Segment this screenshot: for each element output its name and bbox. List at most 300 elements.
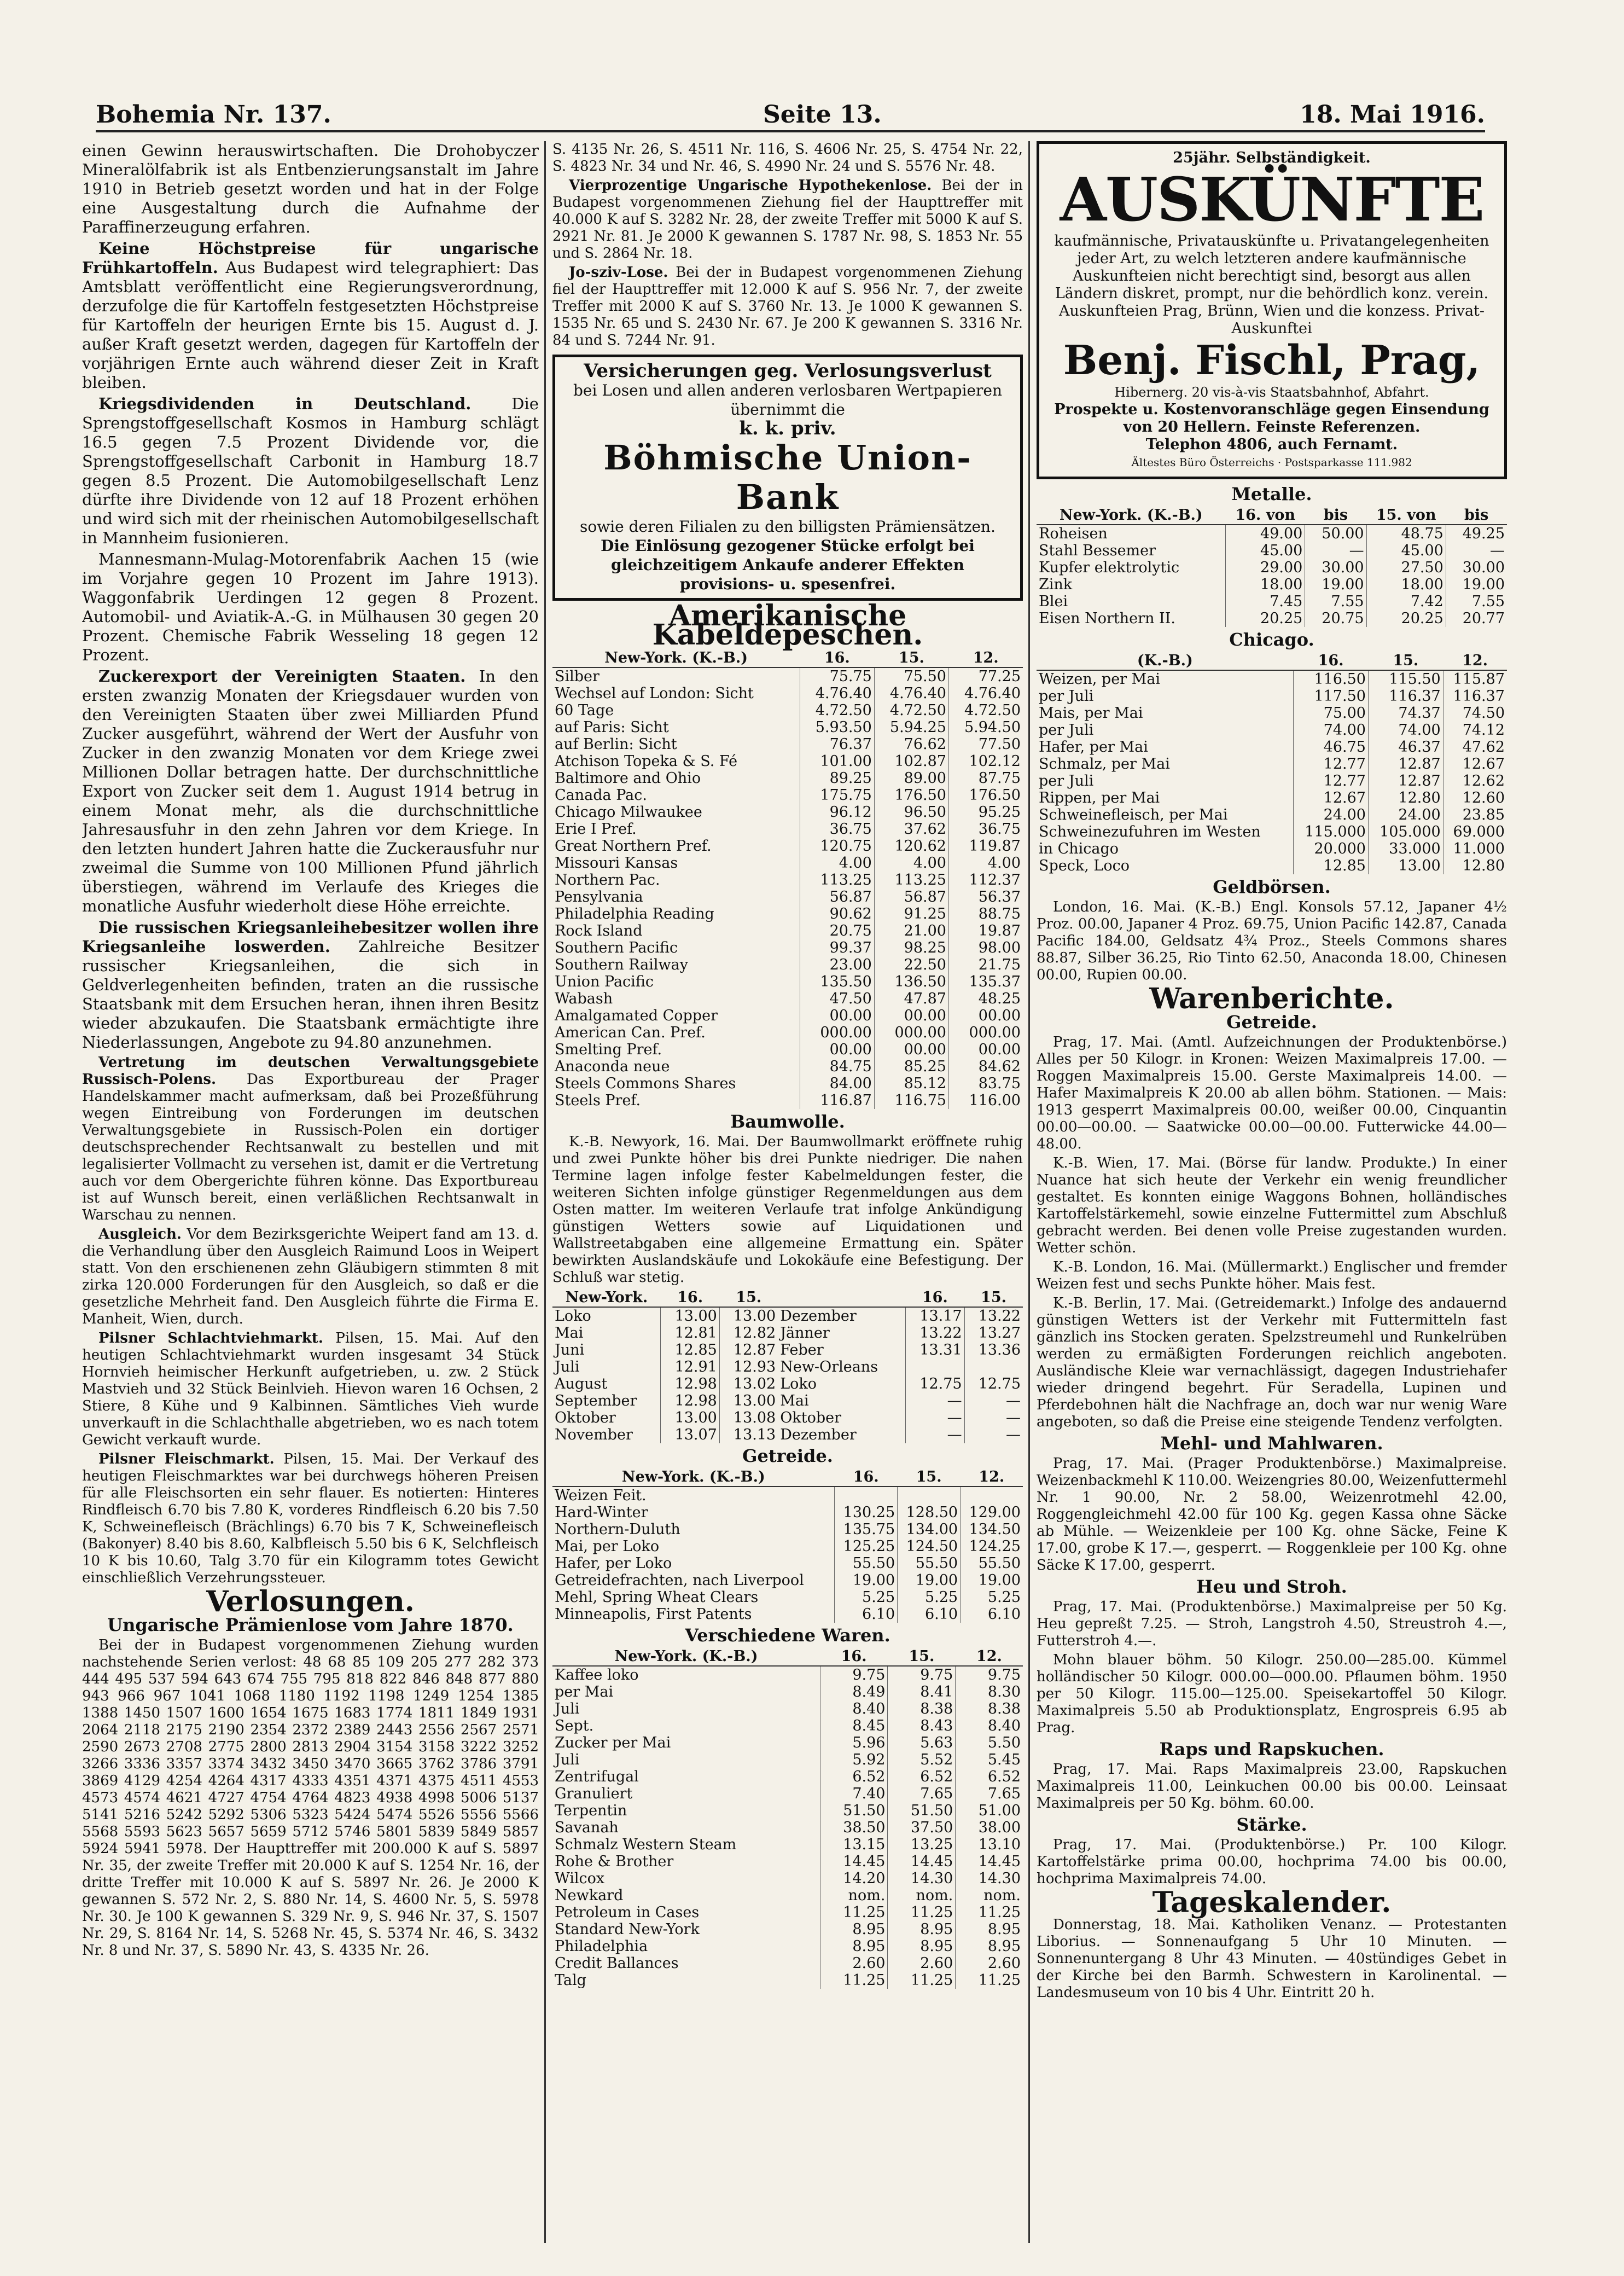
- table-cell: 20.25: [1226, 610, 1305, 627]
- bank-advertisement: [552, 355, 1023, 601]
- table-row: [552, 1606, 1023, 1623]
- table-row: [552, 1870, 1023, 1887]
- table-cell: 55.50: [898, 1555, 961, 1572]
- paragraph: Pilsen, 15. Mai. Der Verkauf des heutigen Fleischmarktes war bei durchwegs höheren Preisen für alle Fleischsorten ein sehr flauer. Es notierten: Hinteres Rindfleisch 6.70 bis 7.80 K, vorderes Rindfleisch 6.20 bis 7.50 K, Schweinefleisch (Brächlings) 6.70 bis 7 K, Schweinefleisch (Bakonyer) 8.40 bis 8.60, Kalbfleisch 5.50 bis 6 K, Selchfleisch 10 K bis 10.60, Talg 3.70 für ein Kilogramm totes Gewicht einschließlich Verzehrungssteuer.: [82, 1451, 539, 1586]
- table-cell: 98.00: [948, 939, 1023, 956]
- table-cell: Schmalz Western Steam: [555, 1836, 737, 1853]
- paragraph: Bei der in Budapest vorgenommenen Ziehung fiel der Haupttreffer mit 40.000 K auf S. 3282 Nr. 28, der zweite Treffer mit 5000 K auf S. 2921 Nr. 81. Je 2000 K gewannen S. 1787 Nr. 98, S. 1853 Nr. 55 und S. 2864 Nr. 18.: [552, 177, 1023, 262]
- table-cell: 134.50: [961, 1521, 1023, 1538]
- table-cell: nom.: [888, 1887, 956, 1904]
- table-header-cell: 15.: [1368, 652, 1443, 670]
- table-cell: 12.85: [661, 1342, 719, 1358]
- baumwolle-table: [552, 1288, 1023, 1443]
- table-cell: 6.52: [956, 1768, 1023, 1785]
- table-row: [552, 787, 1023, 804]
- table-cell: 8.95: [956, 1938, 1023, 1955]
- table-cell: 46.37: [1368, 739, 1443, 756]
- table-row: [552, 956, 1023, 973]
- table-cell: Wilcox: [555, 1870, 605, 1887]
- paragraph: Prag, 17. Mai. (Amtl. Aufzeichnungen der Produktenbörse.) Alles per 50 Kilogr. in Kronen: Weizen Maximalpreis 17.00. — Roggen Maximalpreis 15.00. Gerste Maximalpreis 14.00. — Hafer Maximalpreis K 20.00 ab allen böhm. Stationen. — Mais: 1913 gesperrt Maximalpreis 00.00, weißer 00.00, Cinquantin 00.00—00.00. — Saatwicke 00.00—00.00. Futterwicke 44.00—48.00.: [1037, 1034, 1507, 1152]
- table-cell: 85.12: [874, 1075, 948, 1092]
- table-cell: 5.25: [835, 1589, 898, 1606]
- table-cell: 47.50: [800, 990, 874, 1007]
- table-header-cell: 16.: [661, 1288, 719, 1307]
- table-cell: Schweinefleisch, per Mai: [1039, 806, 1228, 823]
- table-cell: 5.94.25: [874, 719, 948, 736]
- table-cell: 7.65: [888, 1785, 956, 1802]
- table-cell: 77.50: [948, 736, 1023, 753]
- table-cell: Mais, per Mai: [1039, 705, 1143, 722]
- table-cell: 24.00: [1368, 806, 1443, 823]
- table-cell: 13.27: [964, 1325, 1023, 1342]
- table-cell: 4.72.50: [800, 702, 874, 719]
- table-cell: 12.75: [964, 1375, 1023, 1392]
- table-cell: 7.65: [956, 1785, 1023, 1802]
- table-cell: Standard New-York: [555, 1921, 700, 1938]
- table-header-cell: 15.: [719, 1288, 778, 1307]
- header-center: Seite 13.: [763, 101, 882, 129]
- table-header-cell: 12.: [1443, 652, 1507, 670]
- table-cell: 12.87: [1368, 773, 1443, 789]
- table-cell: 130.25: [835, 1504, 898, 1521]
- table-cell: 129.00: [961, 1504, 1023, 1521]
- table-cell: Loko: [780, 1375, 817, 1392]
- table-cell: 47.62: [1443, 739, 1507, 756]
- table-cell: 6.10: [961, 1606, 1023, 1623]
- table-cell: 7.55: [1446, 593, 1507, 610]
- table-cell: Steels Pref.: [555, 1092, 641, 1109]
- headline: Jo-sziv-Lose.: [569, 264, 668, 281]
- table-cell: [906, 1358, 964, 1375]
- table-cell: Feber: [780, 1342, 824, 1358]
- table-cell: 13.00: [719, 1392, 778, 1409]
- table-cell: Wechsel auf London: Sicht: [555, 685, 754, 702]
- table-cell: 51.50: [820, 1802, 888, 1819]
- table-cell: 74.50: [1443, 705, 1507, 722]
- table-cell: 20.25: [1366, 610, 1446, 627]
- table-cell: 47.87: [874, 990, 948, 1007]
- table-cell: 88.75: [948, 905, 1023, 922]
- table-cell: Juli: [555, 1358, 580, 1375]
- table-cell: Kupfer elektrolytic: [1039, 559, 1180, 576]
- table-cell: 12.82: [719, 1325, 778, 1342]
- table-cell: 134.00: [898, 1521, 961, 1538]
- table-header-cell: 16.: [820, 1647, 888, 1666]
- table-header-cell: 15.: [964, 1288, 1023, 1307]
- table-row: [552, 939, 1023, 956]
- table-row: [552, 821, 1023, 838]
- table-cell: 21.00: [874, 922, 948, 939]
- table-row: [552, 1717, 1023, 1734]
- table-cell: [961, 1487, 1023, 1504]
- table-row: [552, 889, 1023, 905]
- section-title: Warenberichte.: [1149, 982, 1394, 1015]
- table-cell: Pensylvania: [555, 889, 643, 905]
- table-cell: 115.50: [1368, 670, 1443, 688]
- table-cell: 116.75: [874, 1092, 948, 1109]
- table-header-cell: 12.: [956, 1647, 1023, 1666]
- table-cell: 8.40: [820, 1700, 888, 1717]
- table-cell: Silber: [555, 668, 599, 685]
- table-row: [552, 753, 1023, 770]
- table-cell: 45.00: [1226, 542, 1305, 559]
- table-cell: Southern Pacific: [555, 939, 678, 956]
- table-row: [552, 719, 1023, 736]
- table-cell: Getreidefrachten, nach Liverpool: [555, 1572, 804, 1589]
- table-cell: Northern-Duluth: [555, 1521, 680, 1538]
- table-cell: 48.75: [1366, 525, 1446, 542]
- table-cell: 23.85: [1443, 806, 1507, 823]
- table-row: [1037, 670, 1507, 688]
- table-cell: 12.98: [661, 1392, 719, 1409]
- headline: Keine Höchstpreise für ungarische Frühkartoffeln.: [82, 239, 539, 277]
- paragraph: Vor dem Bezirksgerichte Weipert fand am 13. d. die Verhandlung über den Ausgleich Raimund Loos in Weipert statt. Von den erschienenen zehn Gläubigern stimmten 8 mit zirka 120.000 Forderungen für den Ausgleich, so daß er die gesetzliche Mehrheit fand. Den Ausgleich führte die Firma E. Manheit, Wien, durch.: [82, 1226, 539, 1327]
- table-cell: 74.12: [1443, 722, 1507, 739]
- table-cell: 49.00: [1226, 525, 1305, 542]
- table-header-cell: 15.: [874, 649, 948, 667]
- table-cell: 00.00: [800, 1041, 874, 1058]
- table-cell: 120.75: [800, 838, 874, 855]
- section-subtitle: Getreide.: [1226, 1012, 1317, 1032]
- table-row: [552, 973, 1023, 990]
- table-row: [552, 702, 1023, 719]
- table-row: [552, 685, 1023, 702]
- table-cell: 51.00: [956, 1802, 1023, 1819]
- table-cell: 11.25: [888, 1904, 956, 1921]
- table-cell: 8.95: [956, 1921, 1023, 1938]
- table-cell: 4.00: [874, 855, 948, 872]
- table-cell: 14.30: [888, 1870, 956, 1887]
- table-header-cell: [778, 1288, 905, 1307]
- table-cell: Loko: [555, 1308, 591, 1325]
- table-row: [1037, 688, 1507, 705]
- table-row: [552, 1853, 1023, 1870]
- table-cell: 56.37: [948, 889, 1023, 905]
- table-row: [1037, 773, 1507, 789]
- table-cell: 8.38: [888, 1700, 956, 1717]
- table-header-cell: New-York. (K.-B.): [1037, 506, 1226, 525]
- table-cell: 11.25: [888, 1972, 956, 1989]
- section-subtitle: Metalle.: [1231, 484, 1312, 504]
- table-cell: 12.98: [661, 1375, 719, 1392]
- table-row: [552, 855, 1023, 872]
- table-cell: 6.52: [820, 1768, 888, 1785]
- auskunft-advertisement: [1037, 141, 1507, 479]
- table-cell: 12.77: [1294, 773, 1369, 789]
- table-cell: Mai: [780, 1392, 809, 1409]
- table-cell: 8.38: [956, 1700, 1023, 1717]
- header-right: 18. Mai 1916.: [1300, 101, 1485, 129]
- table-cell: 98.25: [874, 939, 948, 956]
- table-cell: auf Berlin: Sicht: [555, 736, 677, 753]
- paragraph: K.-B. London, 16. Mai. (Müllermarkt.) Englischer und fremder Weizen fest und sechs Punkte höher. Mais fest.: [1037, 1259, 1507, 1292]
- table-header-cell: 16.: [1294, 652, 1369, 670]
- table-cell: August: [555, 1375, 608, 1392]
- table-cell: 75.00: [1294, 705, 1369, 722]
- table-cell: 11.25: [956, 1972, 1023, 1989]
- table-cell: —: [906, 1409, 964, 1426]
- table-row: [552, 1342, 1023, 1358]
- table-cell: 4.00: [800, 855, 874, 872]
- table-cell: —: [1446, 542, 1507, 559]
- table-cell: 136.50: [874, 973, 948, 990]
- table-cell: American Can. Pref.: [555, 1024, 706, 1041]
- table-cell: 19.00: [898, 1572, 961, 1589]
- paragraph: Mannesmann-Mulag-Motorenfabrik Aachen 15 (wie im Vorjahre gegen 10 Prozent im Jahre 1913). Waggonfabrik Uerdingen 12 gegen 8 Prozent. Automobil- und Aviatik-A.-G. in Mülhausen 30 gegen 20 Prozent. Chemische Fabrik Wesseling 18 gegen 12 Prozent.: [82, 550, 539, 664]
- table-row: [552, 1751, 1023, 1768]
- table-cell: 12.60: [1443, 789, 1507, 806]
- table-cell: 91.25: [874, 905, 948, 922]
- table-cell: 8.45: [820, 1717, 888, 1734]
- table-cell: 33.000: [1368, 840, 1443, 857]
- table-header-cell: New-York. (K.-B.): [552, 1647, 820, 1666]
- table-row: [552, 1504, 1023, 1521]
- table-cell: 176.50: [874, 787, 948, 804]
- table-cell: 13.15: [820, 1836, 888, 1853]
- table-header-cell: New-York.: [552, 1288, 661, 1307]
- table-cell: Juli: [555, 1751, 580, 1768]
- table-row: [552, 1734, 1023, 1751]
- table-row: [552, 1092, 1023, 1109]
- ad-top: 25jähr. Selbständigkeit.: [1173, 149, 1371, 166]
- table-cell: 13.22: [906, 1325, 964, 1342]
- table-cell: 7.55: [1305, 593, 1366, 610]
- section-title: Amerikanische Kabeldepeschen.: [652, 599, 923, 652]
- paragraph: Die Sprengstoffgesellschaft Kosmos in Hamburg schlägt 16.5 gegen 7.5 Prozent Dividende vor, die Sprengstoffgesellschaft Carbonit in Hamburg 18.7 gegen 8.5 Prozent. Die Automobilgesellschaft Lenz dürfte ihre Dividende von 12 auf 18 Prozent erhöhen und wird sich mit der rheinischen Automobilgesellschaft in Mannheim fusionieren.: [82, 394, 539, 547]
- table-row: [1037, 525, 1507, 542]
- table-cell: 89.00: [874, 770, 948, 787]
- table-cell: 5.93.50: [800, 719, 874, 736]
- table-cell: 12.91: [661, 1358, 719, 1375]
- table-cell: 20.000: [1294, 840, 1369, 857]
- table-cell: Dezember: [780, 1308, 857, 1325]
- paragraph: einen Gewinn herauswirtschaften. Die Drohobyczer Mineralölfabrik ist als Entbenzierungsanstalt im Jahre 1910 in Betrieb gesetzt worden und hat in der Folge eine Ausgestaltung durch die Aufnahme der Paraffinerzeugung erfahren.: [82, 141, 539, 236]
- ad-side-note: Ältestes Büro Österreichs · Postsparkasse 111.982: [1131, 456, 1412, 469]
- table-cell: 90.62: [800, 905, 874, 922]
- headline: Pilsner Fleischmarkt.: [98, 1451, 275, 1467]
- table-cell: 113.25: [800, 872, 874, 889]
- headline: Vierprozentige Ungarische Hypothekenlose.: [569, 177, 932, 194]
- table-cell: 135.50: [800, 973, 874, 990]
- table-cell: [964, 1358, 1023, 1375]
- table-cell: —: [1305, 542, 1366, 559]
- table-cell: Baltimore and Ohio: [555, 770, 701, 787]
- paragraph: In den ersten zwanzig Monaten der Kriegsdauer wurden von den Vereinigten Staaten über zwei Milliarden Pfund Zucker ausgeführt, während der Wert der Ausfuhr von Zucker in den zwanzig Monaten vor dem Kriege zwei Millionen Dollar betragen hatte. Der durchschnittliche Export von Zucker seit dem 1. August 1914 betrug in einem Monat mehr, als die durchschnittliche Jahresausfuhr in den zehn Jahren vor dem Kriege. In den letzten hundert Jahren hatte die Zuckerausfuhr nur zweimal die Summe von 100 Millionen Pfund jährlich überstiegen, während im Verlaufe des Krieges die monatliche Ausfuhr wiederholt diese Höhe erreichte.: [82, 667, 539, 915]
- table-cell: Wabash: [555, 990, 613, 1007]
- table-cell: September: [555, 1392, 637, 1409]
- table-cell: 38.00: [956, 1819, 1023, 1836]
- table-cell: —: [964, 1426, 1023, 1443]
- ad-phone: Telephon 4806, auch Fernamt.: [1145, 436, 1398, 453]
- table-cell: Steels Commons Shares: [555, 1075, 736, 1092]
- waren-table: [552, 1647, 1023, 1989]
- table-cell: Petroleum in Cases: [555, 1904, 700, 1921]
- table-cell: 19.00: [961, 1572, 1023, 1589]
- table-cell: 74.37: [1368, 705, 1443, 722]
- table-cell: Zentrifugal: [555, 1768, 639, 1785]
- table-cell: 50.00: [1305, 525, 1366, 542]
- table-cell: Hard-Winter: [555, 1504, 648, 1521]
- table-cell: Terpentin: [555, 1802, 627, 1819]
- table-cell: 76.37: [800, 736, 874, 753]
- table-cell: 12.87: [1368, 756, 1443, 773]
- table-cell: Amalgamated Copper: [555, 1007, 718, 1024]
- table-cell: 000.00: [874, 1024, 948, 1041]
- table-row: [552, 736, 1023, 753]
- table-header-cell: 15. von: [1366, 506, 1446, 525]
- table-row: [552, 667, 1023, 685]
- paragraph: Bei der in Budapest vorgenommenen Ziehung wurden nachstehende Serien verlost: 48 68 85 109 205 277 282 373 444 495 537 594 643 674 755 795 818 822 846 848 877 880 943 966 967 1041 1068 1180 1192 1198 1249 1254 1385 1388 1450 1507 1600 1654 1675 1683 1774 1811 1849 1931 2064 2118 2175 2190 2354 2372 2389 2443 2556 2567 2571 2590 2673 2708 2775 2800 2813 2904 3154 3158 3222 3252 3266 3336 3357 3374 3432 3450 3470 3665 3762 3786 3791 3869 4129 4254 4264 4317 4333 4351 4371 4375 4511 4553 4573 4574 4621 4727 4754 4764 4823 4938 4998 5006 5137 5141 5216 5242 5292 5306 5323 5424 5474 5526 5556 5566 5568 5593 5623 5657 5659 5712 5746 5801 5839 5849 5857 5924 5941 5978. Der Haupttreffer mit 200.000 K auf S. 5897 Nr. 35, der zweite Treffer mit 20.000 K auf S. 1254 Nr. 16, der dritte Treffer mit 10.000 K auf S. 5897 Nr. 26. Je 2000 K gewannen S. 572 Nr. 2, S. 880 Nr. 14, S. 4600 Nr. 5, S. 5978 Nr. 30. Je 100 K gewannen S. 329 Nr. 9, S. 946 Nr. 37, S. 1507 Nr. 29, S. 8164 Nr. 14, S. 5268 Nr. 45, S. 5374 Nr. 46, S. 3432 Nr. 8 und Nr. 37, S. 5890 Nr. 43, S. 4335 Nr. 26.: [82, 1637, 539, 1959]
- table-cell: 102.12: [948, 753, 1023, 770]
- table-cell: Minneapolis, First Patents: [555, 1606, 752, 1623]
- table-cell: 00.00: [948, 1007, 1023, 1024]
- table-cell: 13.00: [1368, 857, 1443, 874]
- table-cell: 56.87: [800, 889, 874, 905]
- table-cell: 12.80: [1443, 857, 1507, 874]
- table-header-cell: bis: [1305, 506, 1366, 525]
- table-cell: 5.45: [956, 1751, 1023, 1768]
- ad-line: k. k. priv.: [739, 417, 836, 439]
- table-cell: Smelting Pref.: [555, 1041, 662, 1058]
- table-row: [552, 1325, 1023, 1342]
- table-cell: Northern Pac.: [555, 872, 660, 889]
- headline: Ausgleich.: [98, 1226, 182, 1242]
- table-row: [552, 1836, 1023, 1853]
- table-cell: 46.75: [1294, 739, 1369, 756]
- ad-line: Versicherungen geg. Verlosungsverlust: [584, 360, 992, 382]
- section-subtitle: Getreide.: [742, 1445, 833, 1466]
- table-row: [552, 1041, 1023, 1058]
- section-subtitle: Mehl- und Mahlwaren.: [1160, 1433, 1383, 1454]
- table-cell: 2.60: [956, 1955, 1023, 1972]
- table-cell: 55.50: [961, 1555, 1023, 1572]
- table-cell: per Mai: [555, 1683, 614, 1700]
- table-cell: 2.60: [888, 1955, 956, 1972]
- ad-headline: AUSKÜNFTE: [1060, 164, 1484, 235]
- table-row: [1037, 823, 1507, 840]
- paragraph: Prag, 17. Mai. Raps Maximalpreis 23.00, Rapskuchen Maximalpreis 11.00, Leinkuchen 00.00 bis 00.00. Leinsaat Maximalpreis per 50 Kg. böhm. 60.00.: [1037, 1761, 1507, 1811]
- table-row: [552, 1409, 1023, 1426]
- table-row: [552, 1802, 1023, 1819]
- table-cell: 128.50: [898, 1504, 961, 1521]
- section-subtitle: Chicago.: [1229, 629, 1314, 650]
- paragraph: K.-B. Wien, 17. Mai. (Börse für landw. Produkte.) In einer Nuance hat sich heute der Verkehr ein wenig freundlicher gestaltet. Es konnten einige Waggons Bohnen, holländisches Kartoffelstärkemehl, sowie einzelne Futtermittel zum Abschluß gebracht werden. Bei denen volle Preise zugestanden wurden. Wetter schön.: [1037, 1155, 1507, 1256]
- table-row: [552, 1938, 1023, 1955]
- metalle-table: [1037, 506, 1507, 627]
- table-cell: 11.25: [820, 1972, 888, 1989]
- table-cell: 112.37: [948, 872, 1023, 889]
- table-cell: Speck, Loco: [1039, 857, 1130, 874]
- table-row: [552, 1007, 1023, 1024]
- table-cell: Savanah: [555, 1819, 619, 1836]
- table-cell: 176.50: [948, 787, 1023, 804]
- paragraph: K.-B. Newyork, 16. Mai. Der Baumwollmarkt eröffnete ruhig und zwei Punkte höher bis drei Punkte niedriger. Die nahen Termine lagen infolge fester Kabelmeldungen fester, die weiteren Sichten infolge günstiger Regenmeldungen aus dem Osten matter. Im weiteren Verlaufe trat infolge Ankündigung günstigen Wetters sowie auf Liquidationen und Wallstreetabgaben eine allgemeine Ermattung ein. Später bewirkten Auslandskäufe und Lokokäufe eine Befestigung. Der Schluß war stetig.: [552, 1134, 1023, 1286]
- table-row: [552, 1555, 1023, 1572]
- table-header-cell: 16. von: [1226, 506, 1305, 525]
- headline: Pilsner Schlachtviehmarkt.: [98, 1330, 323, 1346]
- table-cell: 000.00: [800, 1024, 874, 1041]
- section-subtitle: Verschiedene Waren.: [685, 1625, 890, 1646]
- table-cell: Talg: [555, 1972, 586, 1989]
- table-cell: Sept.: [555, 1717, 594, 1734]
- table-row: [1037, 840, 1507, 857]
- table-cell: 18.00: [1226, 576, 1305, 593]
- table-row: [552, 1075, 1023, 1092]
- table-row: [552, 905, 1023, 922]
- table-cell: 12.67: [1294, 789, 1369, 806]
- ad-line: sowie deren Filialen zu den billigsten Prämiensätzen.: [580, 518, 996, 536]
- getreide-table: [552, 1468, 1023, 1623]
- table-cell: 12.77: [1294, 756, 1369, 773]
- paragraph: Donnerstag, 18. Mai. Katholiken Venanz. — Protestanten Liborius. — Sonnenaufgang 5 Uhr 10 Minuten. — Sonnenuntergang 8 Uhr 43 Minuten. — 40stündiges Gebet in der Kirche bei den Barmh. Schwestern in Karolinental. — Landesmuseum von 10 bis 4 Uhr. Eintritt 20 h.: [1037, 1917, 1507, 2001]
- table-cell: 124.25: [961, 1538, 1023, 1555]
- table-cell: 116.87: [800, 1092, 874, 1109]
- table-cell: 5.94.50: [948, 719, 1023, 736]
- table-cell: 9.75: [888, 1666, 956, 1683]
- table-cell: —: [906, 1426, 964, 1443]
- table-row: [552, 1392, 1023, 1409]
- table-cell: 13.22: [964, 1307, 1023, 1325]
- table-cell: 48.25: [948, 990, 1023, 1007]
- table-row: [552, 1666, 1023, 1683]
- table-row: [552, 1700, 1023, 1717]
- table-header-cell: (K.-B.): [1037, 652, 1294, 670]
- table-cell: 116.00: [948, 1092, 1023, 1109]
- table-row: [1037, 789, 1507, 806]
- table-cell: 8.43: [888, 1717, 956, 1734]
- table-cell: 4.76.40: [874, 685, 948, 702]
- table-cell: 11.000: [1443, 840, 1507, 857]
- table-row: [1037, 739, 1507, 756]
- table-row: [552, 1683, 1023, 1700]
- table-cell: Stahl Bessemer: [1039, 542, 1156, 559]
- table-cell: 74.00: [1294, 722, 1369, 739]
- table-cell: 8.49: [820, 1683, 888, 1700]
- table-cell: 8.95: [820, 1938, 888, 1955]
- table-cell: auf Paris: Sicht: [555, 719, 669, 736]
- table-header-cell: New-York. (K.-B.): [552, 1468, 835, 1487]
- table-header-cell: 12.: [961, 1468, 1023, 1487]
- table-cell: Zucker per Mai: [555, 1734, 671, 1751]
- table-cell: Rohe & Brother: [555, 1853, 674, 1870]
- table-cell: per Juli: [1039, 722, 1094, 739]
- table-row: [552, 838, 1023, 855]
- ad-text: Prospekte u. Kostenvoranschläge gegen Einsendung von 20 Hellern. Feinste Referenzen.: [1054, 401, 1489, 436]
- table-cell: 19.00: [835, 1572, 898, 1589]
- table-cell: 84.62: [948, 1058, 1023, 1075]
- table-cell: 135.37: [948, 973, 1023, 990]
- table-cell: 12.81: [661, 1325, 719, 1342]
- table-cell: 14.45: [820, 1853, 888, 1870]
- table-row: [552, 1058, 1023, 1075]
- table-cell: 55.50: [835, 1555, 898, 1572]
- table-cell: Chicago Milwaukee: [555, 804, 702, 821]
- table-cell: 22.50: [874, 956, 948, 973]
- table-cell: Credit Ballances: [555, 1955, 679, 1972]
- table-cell: Newkard: [555, 1887, 624, 1904]
- table-cell: 13.17: [906, 1307, 964, 1325]
- table-cell: 117.50: [1294, 688, 1369, 705]
- table-cell: 8.95: [820, 1921, 888, 1938]
- paragraph: Pilsen, 15. Mai. Auf den heutigen Schlachtviehmarkt wurden insgesamt 34 Stück Hornvieh heimischer Herkunft aufgetrieben, u. zw. 2 Stück Mastvieh und 32 Stück Beinlvieh. Hievon waren 16 Ochsen, 2 Stiere, 8 Kühe und 9 Kalbinnen. Sämtliches Vieh wurde unverkauft in die Schlachthalle abgetrieben, wo es nach totem Gewicht verkauft wurde.: [82, 1330, 539, 1448]
- table-cell: 5.25: [898, 1589, 961, 1606]
- table-cell: 101.00: [800, 753, 874, 770]
- paragraph: Prag, 17. Mai. (Produktenbörse.) Maximalpreise per 50 Kg. Heu gepreßt 7.25. — Stroh, Langstroh 4.50, Streustroh 4.—, Futterstroh 4.—.: [1037, 1599, 1507, 1649]
- table-cell: 5.25: [961, 1589, 1023, 1606]
- table-cell: 120.62: [874, 838, 948, 855]
- table-cell: 19.87: [948, 922, 1023, 939]
- table-row: [1037, 576, 1507, 593]
